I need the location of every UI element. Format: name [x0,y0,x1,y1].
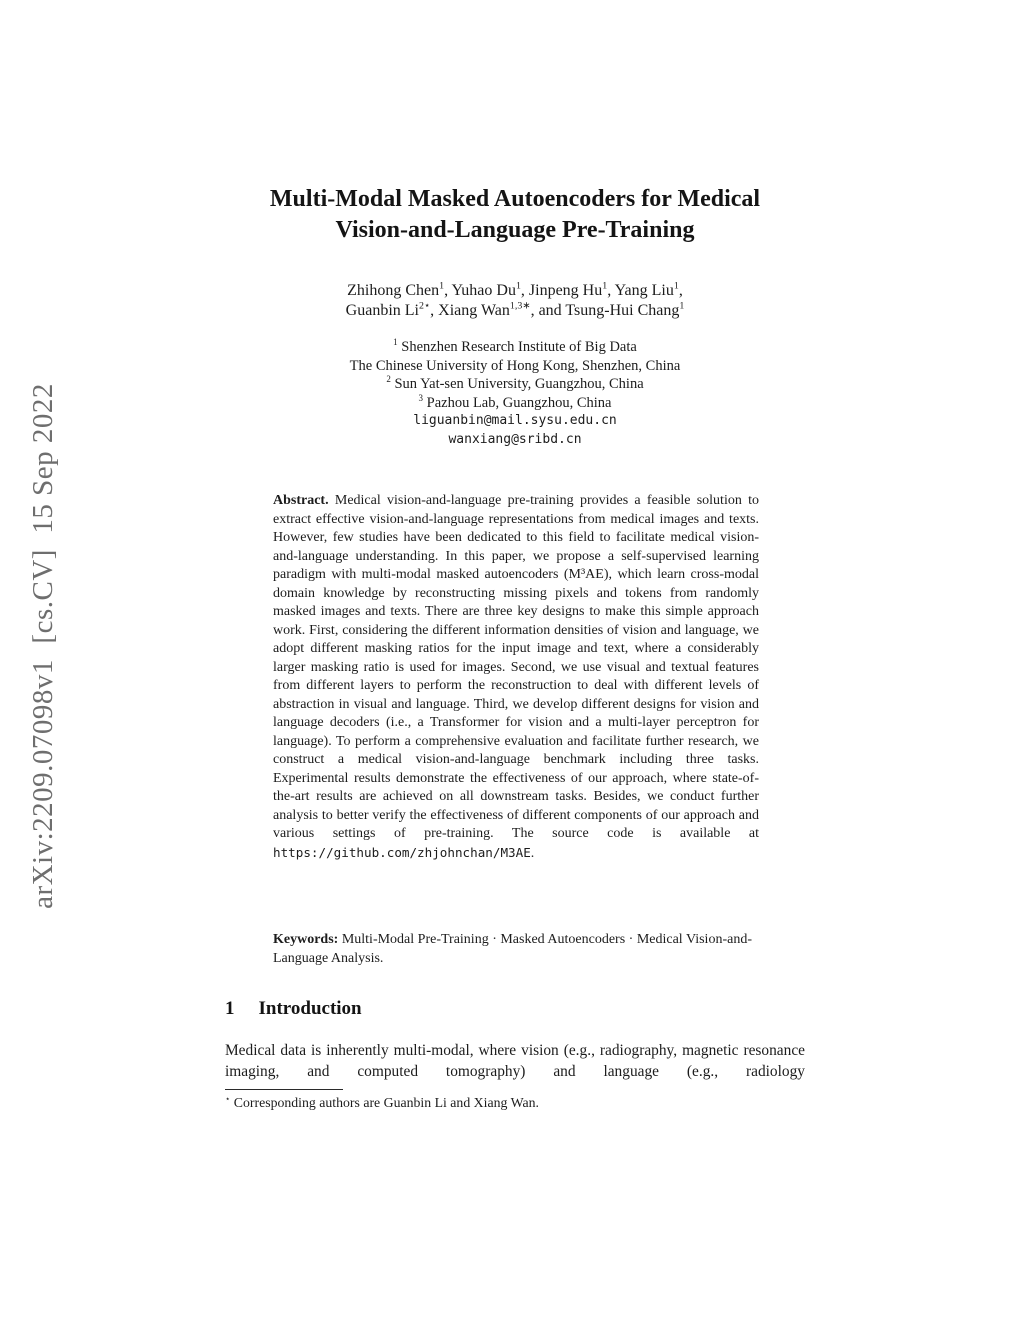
intro-paragraph: Medical data is inherently multi-modal, where vision (e.g., radiography, magnetic resonance imaging, and computed tomography) and language (e.g., radiology [225,1042,805,1080]
affiliations-block [225,338,805,450]
affiliation-line: The Chinese University of Hong Kong, Shenzhen, China [349,357,681,374]
email-address: liguanbin@mail.sysu.edu.cn [413,413,617,429]
section-heading-introduction [225,998,805,1020]
paper-title-line1: Multi-Modal Masked Autoencoders for Medical [269,186,761,212]
email-address: wanxiang@sribd.cn [448,431,582,447]
author-line-1: Zhihong Chen$^1$, Yuhao Du$^1$, Jinpeng Hu$^1$, Yang Liu$^1$, [347,280,683,299]
abstract-label: Abstract. [273,493,329,508]
author-list [225,281,805,320]
paper-title-line2: Vision-and-Language Pre-Training [335,217,695,243]
author-line-2: Guanbin $Li^{2⋆}$, Xiang Wan$^{1,3∗}$, and Tsung-Hui Chang$^1$ [345,300,685,319]
abstract [273,492,759,863]
affiliation-line: $^3$ Pazhou Lab, Guangzhou, China [418,392,612,411]
section-number: 1 [225,998,235,1019]
keywords [273,931,759,968]
affiliation-line: $^1$ Shenzhen Research Institute of Big Data [393,337,637,355]
footnote-rule [225,1089,343,1090]
affiliation-line: $^2$ Sun Yat-sen University, Guangzhou, China [386,374,644,393]
paper-title [225,184,805,246]
source-code-link[interactable]: https://github.com/zhjohnchan/M3AE [273,844,531,860]
abstract-period: . [530,845,535,861]
abstract-body: Medical vision-and-language pre-training provides a feasible solution to extract effective vision-and-language representations from medical images and texts. However, few studies have been dedicated to this field to facilitate medical vision-and-language understanding. In this paper, we propose a self-supervised learning paradigm with multi-modal masked autoencoders (M³AE), which learn cross-modal domain knowledge by reconstructing missing pixels and tokens from randomly masked images and texts. There are three key designs to make this simple approach work. First, considering the different information densities of vision and language, we adopt different masking ratios for the input image and text, where a considerably larger masking ratio is used for images. Second, we use visual and textual features from different layers to perform the reconstruction to deal with different levels of abstraction in visual and language. Third, we develop different designs for vision and language decoders (i.e., a Transformer for vision and a multi-layer perceptron for language). To perform a comprehensive evaluation and facilitate further research, we construct a medical vision-and-language benchmark including three tasks. Experimental results demonstrate the effectiveness of our approach, where state-of-the-art results are achieved on all downstream tasks. Besides, we conduct further analysis to better verify the effectiveness of different components of our approach and various settings of pre-training. The source code is available at [273,493,759,841]
corresponding-author-footnote: ⋆ Corresponding authors are Guanbin Li and Xiang Wan. [225,1093,539,1110]
section-title: Introduction [258,998,362,1019]
keywords-label: Keywords: [273,932,339,947]
keywords-text: Multi-Modal Pre-Training · Masked Autoencoders · Medical Vision-and-Language Analysis. [273,932,752,966]
arxiv-watermark: arXiv:2209.07098v1 [cs.CV] 15 Sep 2022 [27,383,59,909]
